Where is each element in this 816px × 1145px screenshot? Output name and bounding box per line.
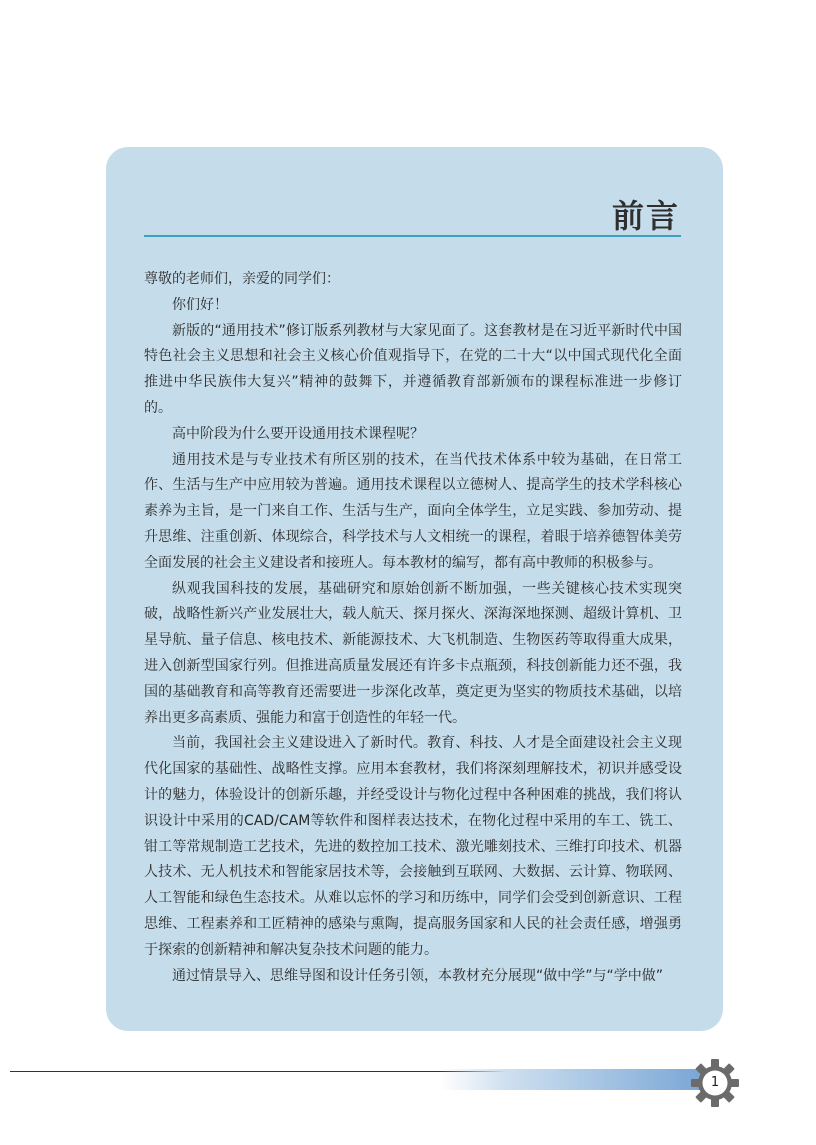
greeting: 尊敬的老师们，亲爱的同学们： <box>144 271 340 287</box>
page-title: 前言 <box>611 197 680 235</box>
preface-panel <box>106 147 723 1031</box>
paragraph: 高中阶段为什么要开设通用技术课程呢？ <box>172 425 424 442</box>
footer-gradient-band <box>440 1069 702 1090</box>
paragraph: 通过情景导入、思维导图和设计任务引领，本教材充分展现“做中学”与“学中做” <box>172 967 664 984</box>
paragraph: 当前，我国社会主义建设进入了新时代。教育、科技、人才是全面建设社会主义现代化国家的基础性、战略性支撑。应用本套教材，我们将深刻理解技术，初识并感受设计的魅力，体验设计的创新乐趣，并经受设计与物化过程中各种困难的挑战，我们将认识设计中采用的CAD/CAM等软件和图样表达技术，在物化过程中采用的车工、铣工、钳工等常规制造工艺技术，先进的数控加工技术、激光雕刻技术、三维打印技术、机器人技术、无人机技术和智能家居技术等，会接触到互联网、大数据、云计算、物联网、人工智能和绿色生态技术。从难以忘怀的学习和历练中，同学们会受到创新意识、工程思维、工程素养和工匠精神的感染与熏陶，提高服务国家和人民的社会责任感，增强勇于探索的创新精神和解决复杂技术问题的能力。 <box>144 735 682 958</box>
paragraph: 新版的“通用技术”修订版系列教材与大家见面了。这套教材是在习近平新时代中国特色社会主义思想和社会主义核心价值观指导下，在党的二十大“以中国式现代化全面推进中华民族伟大复兴”精神的鼓舞下，并遵循教育部新颁布的课程标准进一步修订的。 <box>144 322 682 416</box>
paragraph: 通用技术是与专业技术有所区别的技术，在当代技术体系中较为基础，在日常工作、生活与生产中应用较为普遍。通用技术课程以立德树人、提高学生的技术学科核心素养为主旨，是一门来自工作、生活与生产，面向全体学生，立足实践、参加劳动、提升思维、注重创新、体现综合，科学技术与人文相统一的课程，着眼于培养德智体美劳全面发展的社会主义建设者和接班人。每本教材的编写，都有高中教师的积极参与。 <box>144 451 682 571</box>
page-number: 1 <box>710 1075 720 1090</box>
paragraph: 纵观我国科技的发展，基础研究和原始创新不断加强，一些关键核心技术实现突破，战略性新兴产业发展壮大，载人航天、探月探火、深海深地探测、超级计算机、卫星导航、量子信息、核电技术、新能源技术、大飞机制造、生物医药等取得重大成果，进入创新型国家行列。但推进高质量发展还有许多卡点瓶颈，科技创新能力还不强，我国的基础教育和高等教育还需要进一步深化改革，奠定更为坚实的物质技术基础，以培养出更多高素质、强能力和富于创造性的年轻一代。 <box>144 580 682 726</box>
title-divider <box>144 235 681 237</box>
preface-body <box>144 267 682 989</box>
paragraph: 你们好！ <box>172 296 228 313</box>
